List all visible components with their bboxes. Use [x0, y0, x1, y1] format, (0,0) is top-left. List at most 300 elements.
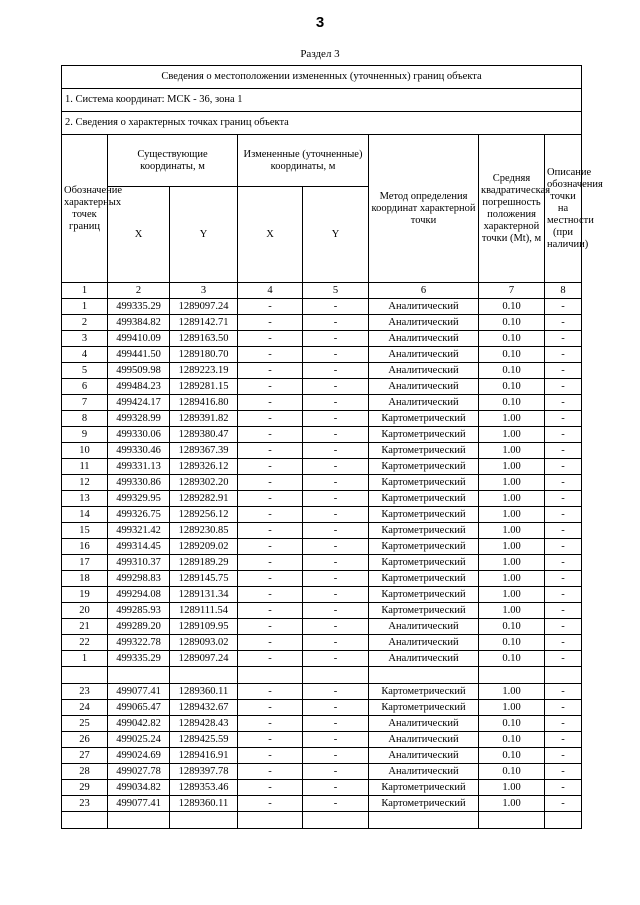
description-cell: -	[545, 523, 582, 539]
changed-x-cell: -	[238, 571, 303, 587]
existing-x-cell: 499441.50	[108, 347, 170, 363]
error-cell: 1.00	[479, 507, 545, 523]
changed-x-cell: -	[238, 363, 303, 379]
table-row	[62, 555, 582, 571]
table-row	[62, 716, 582, 732]
existing-y-cell: 1289428.43	[170, 716, 238, 732]
header-y: Y	[170, 187, 238, 283]
method-cell: Картометрический	[369, 475, 479, 491]
error-cell: 1.00	[479, 427, 545, 443]
existing-x-cell: 499025.24	[108, 732, 170, 748]
empty-cell	[108, 667, 170, 684]
table-row	[62, 315, 582, 331]
point-number-cell: 24	[62, 700, 108, 716]
changed-y-cell: -	[303, 507, 369, 523]
method-cell: Картометрический	[369, 796, 479, 812]
description-cell: -	[545, 603, 582, 619]
existing-y-cell: 1289367.39	[170, 443, 238, 459]
changed-x-cell: -	[238, 331, 303, 347]
method-cell: Аналитический	[369, 651, 479, 667]
error-cell: 0.10	[479, 395, 545, 411]
existing-x-cell: 499034.82	[108, 780, 170, 796]
method-cell: Картометрический	[369, 555, 479, 571]
changed-x-cell: -	[238, 700, 303, 716]
point-number-cell: 4	[62, 347, 108, 363]
changed-y-cell: -	[303, 780, 369, 796]
existing-y-cell: 1289111.54	[170, 603, 238, 619]
existing-y-cell: 1289131.34	[170, 587, 238, 603]
empty-cell	[108, 812, 170, 829]
point-number-cell: 1	[62, 651, 108, 667]
description-cell: -	[545, 780, 582, 796]
changed-y-cell: -	[303, 475, 369, 491]
existing-y-cell: 1289109.95	[170, 619, 238, 635]
table-row	[62, 475, 582, 491]
table-row	[62, 603, 582, 619]
changed-x-cell: -	[238, 764, 303, 780]
existing-x-cell: 499285.93	[108, 603, 170, 619]
table-row	[62, 635, 582, 651]
header-point-designation: Обозначение характерных точек границ	[62, 135, 108, 283]
changed-y-cell: -	[303, 635, 369, 651]
section-label: Раздел 3	[300, 48, 340, 60]
description-cell: -	[545, 716, 582, 732]
point-number-cell: 21	[62, 619, 108, 635]
error-cell: 0.10	[479, 331, 545, 347]
point-number-cell: 27	[62, 748, 108, 764]
changed-x-cell: -	[238, 587, 303, 603]
method-cell: Картометрический	[369, 780, 479, 796]
description-cell: -	[545, 764, 582, 780]
changed-x-cell: -	[238, 507, 303, 523]
existing-y-cell: 1289230.85	[170, 523, 238, 539]
error-cell: 0.10	[479, 748, 545, 764]
existing-y-cell: 1289282.91	[170, 491, 238, 507]
header-x: X	[108, 187, 170, 283]
method-cell: Аналитический	[369, 635, 479, 651]
point-number-cell: 16	[62, 539, 108, 555]
existing-y-cell: 1289256.12	[170, 507, 238, 523]
description-cell: -	[545, 379, 582, 395]
changed-y-cell: -	[303, 459, 369, 475]
boundary-points-table	[61, 65, 603, 829]
table-row	[62, 459, 582, 475]
changed-x-cell: -	[238, 491, 303, 507]
method-cell: Картометрический	[369, 411, 479, 427]
description-cell: -	[545, 635, 582, 651]
method-cell: Картометрический	[369, 459, 479, 475]
error-cell: 1.00	[479, 571, 545, 587]
error-cell: 1.00	[479, 411, 545, 427]
method-cell: Аналитический	[369, 748, 479, 764]
changed-y-cell: -	[303, 427, 369, 443]
changed-x-cell: -	[238, 780, 303, 796]
existing-y-cell: 1289432.67	[170, 700, 238, 716]
description-cell: -	[545, 651, 582, 667]
changed-x-cell: -	[238, 459, 303, 475]
empty-cell	[479, 812, 545, 829]
point-number-cell: 29	[62, 780, 108, 796]
existing-y-cell: 1289189.29	[170, 555, 238, 571]
changed-y-cell: -	[303, 379, 369, 395]
changed-y-cell: -	[303, 443, 369, 459]
description-cell: -	[545, 347, 582, 363]
description-cell: -	[545, 427, 582, 443]
separator-row	[62, 667, 582, 684]
changed-y-cell: -	[303, 651, 369, 667]
existing-x-cell: 499329.95	[108, 491, 170, 507]
empty-cell	[303, 812, 369, 829]
changed-x-cell: -	[238, 796, 303, 812]
changed-x-cell: -	[238, 395, 303, 411]
existing-x-cell: 499065.47	[108, 700, 170, 716]
existing-y-cell: 1289326.12	[170, 459, 238, 475]
point-number-cell: 15	[62, 523, 108, 539]
point-number-cell: 7	[62, 395, 108, 411]
changed-x-cell: -	[238, 603, 303, 619]
changed-x-cell: -	[238, 748, 303, 764]
table-row	[62, 619, 582, 635]
existing-y-cell: 1289093.02	[170, 635, 238, 651]
changed-x-cell: -	[238, 732, 303, 748]
existing-y-cell: 1289391.82	[170, 411, 238, 427]
point-number-cell: 17	[62, 555, 108, 571]
error-cell: 0.10	[479, 635, 545, 651]
method-cell: Картометрический	[369, 539, 479, 555]
changed-y-cell: -	[303, 716, 369, 732]
method-cell: Картометрический	[369, 571, 479, 587]
changed-y-cell: -	[303, 523, 369, 539]
error-cell: 1.00	[479, 491, 545, 507]
changed-y-cell: -	[303, 571, 369, 587]
existing-x-cell: 499424.17	[108, 395, 170, 411]
point-number-cell: 18	[62, 571, 108, 587]
table-row	[62, 700, 582, 716]
error-cell: 1.00	[479, 587, 545, 603]
table-row	[62, 363, 582, 379]
table-row	[62, 732, 582, 748]
point-number-cell: 8	[62, 411, 108, 427]
method-cell: Картометрический	[369, 684, 479, 700]
point-number-cell: 11	[62, 459, 108, 475]
error-cell: 0.10	[479, 716, 545, 732]
column-numbers-row	[62, 283, 582, 299]
existing-x-cell: 499330.06	[108, 427, 170, 443]
point-number-cell: 12	[62, 475, 108, 491]
description-cell: -	[545, 700, 582, 716]
table-row	[62, 395, 582, 411]
error-cell: 0.10	[479, 315, 545, 331]
point-number-cell: 5	[62, 363, 108, 379]
table-row	[62, 651, 582, 667]
description-cell: -	[545, 555, 582, 571]
col-number: 7	[479, 283, 545, 299]
header-x-changed: X	[238, 187, 303, 283]
existing-y-cell: 1289425.59	[170, 732, 238, 748]
changed-x-cell: -	[238, 651, 303, 667]
table-row	[62, 347, 582, 363]
changed-y-cell: -	[303, 347, 369, 363]
method-cell: Аналитический	[369, 347, 479, 363]
method-cell: Аналитический	[369, 363, 479, 379]
existing-x-cell: 499326.75	[108, 507, 170, 523]
changed-y-cell: -	[303, 491, 369, 507]
table-row	[62, 491, 582, 507]
existing-x-cell: 499077.41	[108, 796, 170, 812]
point-number-cell: 10	[62, 443, 108, 459]
description-cell: -	[545, 459, 582, 475]
existing-x-cell: 499314.45	[108, 539, 170, 555]
changed-y-cell: -	[303, 411, 369, 427]
header-existing: Существующие координаты, м	[108, 135, 238, 187]
error-cell: 0.10	[479, 619, 545, 635]
page-number: 3	[315, 14, 325, 31]
changed-x-cell: -	[238, 523, 303, 539]
error-cell: 1.00	[479, 796, 545, 812]
existing-y-cell: 1289145.75	[170, 571, 238, 587]
table-row	[62, 796, 582, 812]
changed-y-cell: -	[303, 684, 369, 700]
table-row	[62, 427, 582, 443]
existing-y-cell: 1289353.46	[170, 780, 238, 796]
existing-x-cell: 499330.46	[108, 443, 170, 459]
point-number-cell: 1	[62, 299, 108, 315]
existing-y-cell: 1289223.19	[170, 363, 238, 379]
header-description: Описание обозначения точки на местности (при наличии)	[545, 135, 582, 283]
error-cell: 1.00	[479, 459, 545, 475]
changed-y-cell: -	[303, 619, 369, 635]
table-row	[62, 411, 582, 427]
existing-y-cell: 1289416.80	[170, 395, 238, 411]
point-number-cell: 26	[62, 732, 108, 748]
error-cell: 1.00	[479, 443, 545, 459]
description-cell: -	[545, 331, 582, 347]
description-cell: -	[545, 411, 582, 427]
existing-y-cell: 1289360.11	[170, 796, 238, 812]
changed-y-cell: -	[303, 732, 369, 748]
method-cell: Аналитический	[369, 331, 479, 347]
col-number: 3	[170, 283, 238, 299]
method-cell: Картометрический	[369, 603, 479, 619]
method-cell: Картометрический	[369, 443, 479, 459]
description-cell: -	[545, 748, 582, 764]
existing-x-cell: 499321.42	[108, 523, 170, 539]
existing-x-cell: 499484.23	[108, 379, 170, 395]
empty-cell	[62, 667, 108, 684]
description-cell: -	[545, 732, 582, 748]
point-number-cell: 3	[62, 331, 108, 347]
table-row	[62, 443, 582, 459]
empty-cell	[545, 667, 582, 684]
point-number-cell: 6	[62, 379, 108, 395]
table-row	[62, 539, 582, 555]
changed-y-cell: -	[303, 700, 369, 716]
empty-cell	[303, 667, 369, 684]
description-cell: -	[545, 571, 582, 587]
existing-x-cell: 499384.82	[108, 315, 170, 331]
point-number-cell: 23	[62, 796, 108, 812]
error-cell: 0.10	[479, 363, 545, 379]
point-number-cell: 13	[62, 491, 108, 507]
method-cell: Аналитический	[369, 395, 479, 411]
empty-cell	[369, 667, 479, 684]
description-cell: -	[545, 587, 582, 603]
empty-cell	[238, 667, 303, 684]
separator-row	[62, 812, 582, 829]
existing-y-cell: 1289209.02	[170, 539, 238, 555]
existing-x-cell: 499330.86	[108, 475, 170, 491]
description-cell: -	[545, 395, 582, 411]
table-row	[62, 331, 582, 347]
header-method: Метод определения координат характерной точки	[369, 135, 479, 283]
changed-x-cell: -	[238, 716, 303, 732]
point-number-cell: 28	[62, 764, 108, 780]
table-row	[62, 684, 582, 700]
empty-cell	[62, 812, 108, 829]
existing-x-cell: 499077.41	[108, 684, 170, 700]
method-cell: Аналитический	[369, 299, 479, 315]
changed-y-cell: -	[303, 363, 369, 379]
description-cell: -	[545, 443, 582, 459]
col-number: 4	[238, 283, 303, 299]
changed-y-cell: -	[303, 299, 369, 315]
point-number-cell: 14	[62, 507, 108, 523]
existing-x-cell: 499322.78	[108, 635, 170, 651]
changed-y-cell: -	[303, 764, 369, 780]
existing-y-cell: 1289416.91	[170, 748, 238, 764]
error-cell: 1.00	[479, 555, 545, 571]
error-cell: 0.10	[479, 764, 545, 780]
changed-x-cell: -	[238, 635, 303, 651]
error-cell: 1.00	[479, 539, 545, 555]
changed-y-cell: -	[303, 796, 369, 812]
existing-y-cell: 1289097.24	[170, 299, 238, 315]
method-cell: Картометрический	[369, 427, 479, 443]
description-cell: -	[545, 299, 582, 315]
error-cell: 1.00	[479, 684, 545, 700]
error-cell: 1.00	[479, 523, 545, 539]
description-cell: -	[545, 315, 582, 331]
changed-x-cell: -	[238, 619, 303, 635]
empty-cell	[170, 812, 238, 829]
header-y-changed: Y	[303, 187, 369, 283]
changed-x-cell: -	[238, 555, 303, 571]
table-row	[62, 748, 582, 764]
existing-y-cell: 1289163.50	[170, 331, 238, 347]
empty-cell	[170, 667, 238, 684]
changed-y-cell: -	[303, 539, 369, 555]
existing-x-cell: 499410.09	[108, 331, 170, 347]
existing-x-cell: 499335.29	[108, 651, 170, 667]
description-cell: -	[545, 475, 582, 491]
existing-x-cell: 499328.99	[108, 411, 170, 427]
table-row	[62, 507, 582, 523]
error-cell: 0.10	[479, 651, 545, 667]
existing-x-cell: 499042.82	[108, 716, 170, 732]
existing-y-cell: 1289097.24	[170, 651, 238, 667]
empty-cell	[545, 812, 582, 829]
existing-x-cell: 499331.13	[108, 459, 170, 475]
changed-y-cell: -	[303, 587, 369, 603]
changed-x-cell: -	[238, 315, 303, 331]
changed-y-cell: -	[303, 315, 369, 331]
points-caption: 2. Сведения о характерных точках границ объекта	[62, 112, 582, 135]
col-number: 5	[303, 283, 369, 299]
existing-x-cell: 499335.29	[108, 299, 170, 315]
error-cell: 1.00	[479, 603, 545, 619]
error-cell: 0.10	[479, 299, 545, 315]
changed-x-cell: -	[238, 347, 303, 363]
existing-y-cell: 1289360.11	[170, 684, 238, 700]
existing-x-cell: 499310.37	[108, 555, 170, 571]
point-number-cell: 2	[62, 315, 108, 331]
existing-y-cell: 1289142.71	[170, 315, 238, 331]
existing-x-cell: 499298.83	[108, 571, 170, 587]
method-cell: Картометрический	[369, 507, 479, 523]
changed-y-cell: -	[303, 331, 369, 347]
existing-x-cell: 499027.78	[108, 764, 170, 780]
changed-x-cell: -	[238, 475, 303, 491]
table-row	[62, 379, 582, 395]
col-number: 8	[545, 283, 582, 299]
table-title: Сведения о местоположении измененных (уточненных) границ объекта	[62, 66, 582, 89]
existing-y-cell: 1289281.15	[170, 379, 238, 395]
method-cell: Аналитический	[369, 315, 479, 331]
table-row	[62, 299, 582, 315]
description-cell: -	[545, 796, 582, 812]
table-row	[62, 571, 582, 587]
changed-y-cell: -	[303, 555, 369, 571]
description-cell: -	[545, 619, 582, 635]
method-cell: Картометрический	[369, 700, 479, 716]
point-number-cell: 23	[62, 684, 108, 700]
error-cell: 1.00	[479, 475, 545, 491]
description-cell: -	[545, 684, 582, 700]
changed-x-cell: -	[238, 443, 303, 459]
description-cell: -	[545, 539, 582, 555]
existing-x-cell: 499289.20	[108, 619, 170, 635]
empty-cell	[479, 667, 545, 684]
existing-y-cell: 1289380.47	[170, 427, 238, 443]
coord-system: 1. Система координат: МСК - 36, зона 1	[62, 89, 582, 112]
table-row	[62, 523, 582, 539]
table-row	[62, 764, 582, 780]
method-cell: Картометрический	[369, 491, 479, 507]
col-number: 1	[62, 283, 108, 299]
method-cell: Аналитический	[369, 716, 479, 732]
changed-x-cell: -	[238, 379, 303, 395]
point-number-cell: 19	[62, 587, 108, 603]
empty-cell	[369, 812, 479, 829]
existing-x-cell: 499294.08	[108, 587, 170, 603]
col-number: 6	[369, 283, 479, 299]
method-cell: Картометрический	[369, 587, 479, 603]
col-number: 2	[108, 283, 170, 299]
changed-y-cell: -	[303, 603, 369, 619]
error-cell: 0.10	[479, 347, 545, 363]
error-cell: 1.00	[479, 700, 545, 716]
method-cell: Аналитический	[369, 379, 479, 395]
header-changed: Измененные (уточненные) координаты, м	[238, 135, 369, 187]
changed-x-cell: -	[238, 411, 303, 427]
point-number-cell: 25	[62, 716, 108, 732]
point-number-cell: 22	[62, 635, 108, 651]
description-cell: -	[545, 507, 582, 523]
empty-cell	[238, 812, 303, 829]
changed-y-cell: -	[303, 748, 369, 764]
table-row	[62, 587, 582, 603]
changed-x-cell: -	[238, 299, 303, 315]
